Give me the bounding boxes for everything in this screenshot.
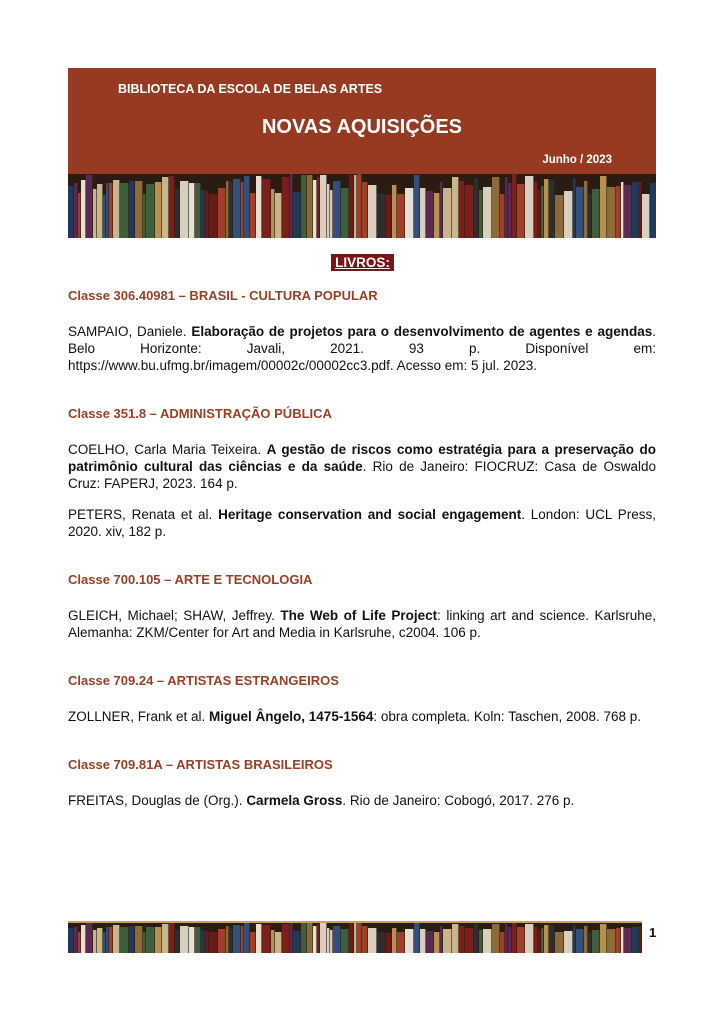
book-spine <box>143 194 145 238</box>
class-heading: Classe 709.24 – ARTISTAS ESTRANGEIROS <box>68 673 339 688</box>
book-spine <box>483 187 491 238</box>
entry-publication: . Rio de Janeiro: Cobogó, 2017. 276 p. <box>342 793 575 808</box>
class-heading: Classe 306.40981 – BRASIL - CULTURA POPULAR <box>68 288 378 303</box>
book-spine <box>175 189 179 238</box>
book-spine <box>354 175 356 238</box>
book-spine <box>392 185 396 238</box>
book-spine <box>74 927 77 953</box>
book-spine <box>600 176 606 238</box>
book-spine <box>573 178 575 238</box>
book-spine <box>576 929 583 953</box>
book-spine <box>414 923 419 953</box>
book-spine <box>327 928 329 953</box>
class-heading: Classe 700.105 – ARTE E TECNOLOGIA <box>68 572 313 587</box>
book-entry <box>68 323 656 374</box>
book-spine <box>588 194 591 238</box>
book-spine <box>564 191 572 238</box>
book-spine <box>250 193 255 238</box>
book-spine <box>377 932 379 953</box>
entry-author: ZOLLNER, Frank et al. <box>68 709 210 724</box>
book-spine <box>377 194 379 238</box>
entry-author: COELHO, Carla Maria Teixeira. <box>68 442 267 457</box>
book-spine <box>465 928 473 953</box>
book-spine <box>81 180 85 238</box>
book-spine <box>307 175 312 238</box>
book-spine <box>330 930 332 953</box>
book-spine <box>146 184 154 238</box>
book-spine <box>143 932 145 953</box>
book-spine <box>201 930 204 953</box>
book-spine <box>169 923 174 953</box>
entry-publication: . Belo Horizonte: Javali, 2021. 93 p. Disponível em: https://www.bu.ufmg.br/imagem/00002c/00002cc3.pdf. Acesso em: 5 jul. 2023. <box>68 324 656 373</box>
book-spine <box>434 193 439 238</box>
book-spine <box>97 928 102 953</box>
book-spine <box>175 930 179 953</box>
footer-bookshelf-image <box>68 921 642 953</box>
entry-title: Heritage conservation and social engagement <box>218 507 522 522</box>
book-spine <box>426 191 433 238</box>
book-spine <box>241 182 243 238</box>
book-spine <box>180 926 188 953</box>
book-spine <box>256 176 261 238</box>
book-spine <box>290 923 292 953</box>
book-spine <box>120 183 128 238</box>
book-spine <box>538 930 540 953</box>
book-spine <box>162 177 168 238</box>
book-spine <box>293 931 300 953</box>
book-spine <box>588 932 591 953</box>
book-spine <box>541 186 543 238</box>
book-spine <box>146 927 154 953</box>
book-spine <box>420 188 425 238</box>
book-spine <box>538 190 540 238</box>
book-spine <box>349 175 353 238</box>
book-entry <box>68 506 656 540</box>
book-spine <box>341 929 348 953</box>
book-spine <box>317 924 319 953</box>
book-spine <box>500 932 504 953</box>
book-spine <box>362 182 367 238</box>
book-spine <box>368 928 376 953</box>
book-spine <box>443 929 451 953</box>
book-spine <box>549 179 554 238</box>
book-spine <box>534 927 537 953</box>
book-spine <box>244 176 249 238</box>
book-spine <box>368 185 376 238</box>
entry-title: Carmela Gross <box>246 793 343 808</box>
book-spine <box>120 927 128 953</box>
book-spine <box>607 187 615 238</box>
book-spine <box>508 183 511 238</box>
book-spine <box>474 924 478 953</box>
book-spine <box>301 923 306 953</box>
class-heading: Classe 709.81A – ARTISTAS BRASILEIROS <box>68 757 333 772</box>
entry-title: Elaboração de projetos para o desenvolvimento de agentes e agendas <box>191 324 653 339</box>
book-spine <box>135 926 142 953</box>
book-spine <box>241 926 243 953</box>
book-spine <box>392 928 396 953</box>
book-spine <box>250 932 255 953</box>
entry-publication: : linking art and science. Karlsruhe, Alemanha: ZKM/Center for Art and Media in Karlsruhe, c2004. 106 p. <box>68 608 657 640</box>
page-number: 1 <box>649 925 657 940</box>
book-spine <box>534 182 537 238</box>
book-spine <box>162 924 168 953</box>
book-spine <box>386 195 391 238</box>
book-spine <box>290 174 292 238</box>
book-spine <box>205 191 208 238</box>
book-entry <box>68 607 656 641</box>
entry-title: Miguel Ângelo, 1475-1564 <box>209 709 374 724</box>
book-spine <box>405 929 413 953</box>
book-spine <box>262 925 270 953</box>
book-spine <box>607 929 615 953</box>
entry-author: GLEICH, Michael; SHAW, Jeffrey. <box>68 608 281 623</box>
book-spine <box>483 929 491 953</box>
book-spine <box>642 194 649 238</box>
book-spine <box>106 927 108 953</box>
book-spine <box>313 926 316 953</box>
book-spine <box>440 182 442 238</box>
header-banner <box>68 68 656 238</box>
book-spine <box>354 923 356 953</box>
book-spine <box>78 193 80 238</box>
book-spine <box>414 175 419 238</box>
book-spine <box>380 932 385 953</box>
book-spine <box>109 927 112 953</box>
book-spine <box>81 925 85 953</box>
book-spine <box>313 180 316 238</box>
book-spine <box>226 181 228 238</box>
book-spine <box>233 925 240 953</box>
book-spine <box>362 926 367 953</box>
book-spine <box>189 183 194 238</box>
book-spine <box>68 928 73 953</box>
book-spine <box>452 924 458 953</box>
book-spine <box>68 186 73 238</box>
book-spine <box>555 195 563 238</box>
book-spine <box>380 194 385 238</box>
book-spine <box>517 927 524 953</box>
issue-date: Junho / 2023 <box>542 154 612 166</box>
book-spine <box>624 928 631 953</box>
book-spine <box>103 932 105 953</box>
book-spine <box>229 182 232 238</box>
book-spine <box>492 177 499 238</box>
book-spine <box>525 176 533 238</box>
book-spine <box>155 182 161 238</box>
book-spine <box>505 924 507 953</box>
book-spine <box>616 186 620 238</box>
book-spine <box>452 177 458 238</box>
entry-title: A gestão de riscos como estratégia para a preservação do patrimônio cultural das ciências e da saúde <box>68 442 656 474</box>
book-spine <box>97 184 102 238</box>
entry-author: PETERS, Renata et al. <box>68 507 219 522</box>
entry-title: The Web of Life Project <box>280 608 438 623</box>
book-entry <box>68 708 656 725</box>
book-spine <box>397 194 404 238</box>
book-spine <box>592 930 599 953</box>
book-spine <box>517 184 524 238</box>
book-spine <box>333 181 340 238</box>
book-spine <box>109 183 112 238</box>
book-spine <box>129 926 134 953</box>
book-spine <box>103 195 105 238</box>
book-spine <box>256 924 261 953</box>
book-spine <box>434 932 439 953</box>
book-spine <box>386 933 391 953</box>
book-spine <box>621 927 623 953</box>
book-spine <box>426 931 433 953</box>
book-spine <box>293 192 300 238</box>
book-spine <box>282 924 289 953</box>
book-spine <box>226 926 228 953</box>
book-spine <box>443 188 451 238</box>
book-spine <box>233 179 240 238</box>
book-spine <box>576 187 583 238</box>
book-spine <box>330 190 332 238</box>
book-entry <box>68 441 656 492</box>
book-spine <box>209 932 217 953</box>
book-spine <box>93 930 96 953</box>
book-spine <box>327 184 329 238</box>
entry-author: FREITAS, Douglas de (Org.). <box>68 793 247 808</box>
book-spine <box>500 194 504 238</box>
book-spine <box>113 925 119 953</box>
book-spine <box>93 189 96 238</box>
book-spine <box>135 181 142 238</box>
book-spine <box>209 194 217 238</box>
book-spine <box>282 177 289 238</box>
book-spine <box>549 925 554 953</box>
book-spine <box>544 925 548 953</box>
book-spine <box>525 924 533 953</box>
page-title: NOVAS AQUISIÇÕES <box>261 116 463 138</box>
book-spine <box>459 926 464 953</box>
book-spine <box>320 175 326 238</box>
institution-name: BIBLIOTECA DA ESCOLA DE BELAS ARTES <box>118 82 383 96</box>
class-heading: Classe 351.8 – ADMINISTRAÇÃO PÚBLICA <box>68 406 332 421</box>
section-label-text: LIVROS: <box>331 254 394 271</box>
book-entry <box>68 792 656 809</box>
bookshelf-image <box>68 174 656 238</box>
book-spine <box>78 932 80 953</box>
book-spine <box>420 929 425 953</box>
book-spine <box>512 174 516 238</box>
book-spine <box>541 928 543 953</box>
book-spine <box>624 185 631 238</box>
book-spine <box>512 923 516 953</box>
acquisitions-list <box>68 288 656 809</box>
book-spine <box>341 188 348 238</box>
book-spine <box>555 932 563 953</box>
book-spine <box>301 175 306 238</box>
book-spine <box>479 190 482 238</box>
book-spine <box>465 185 473 238</box>
book-spine <box>195 183 200 238</box>
book-spine <box>479 930 482 953</box>
entry-publication: . Rio de Janeiro: FIOCRUZ: Casa de Oswaldo Cruz: FAPERJ, 2023. 164 p. <box>68 459 657 491</box>
book-spine <box>474 178 478 238</box>
entry-publication: . London: UCL Press, 2020. xiv, 182 p. <box>68 507 656 539</box>
book-spine <box>189 927 194 953</box>
book-spine <box>205 931 208 953</box>
book-spine <box>584 926 587 953</box>
book-spine <box>271 930 274 953</box>
book-spine <box>405 188 413 238</box>
book-spine <box>86 175 92 238</box>
book-spine <box>357 174 361 238</box>
book-spine <box>262 179 270 238</box>
book-spine <box>320 923 326 953</box>
book-spine <box>307 923 312 953</box>
book-spine <box>584 181 587 238</box>
book-spine <box>229 927 232 953</box>
book-spine <box>349 923 353 953</box>
book-spine <box>275 932 281 953</box>
book-spine <box>155 927 161 953</box>
entry-publication: : obra completa. Koln: Taschen, 2008. 768 p. <box>373 709 642 724</box>
book-spine <box>244 923 249 953</box>
entry-author: SAMPAIO, Daniele. <box>68 324 192 339</box>
book-spine <box>459 181 464 238</box>
book-spine <box>113 180 119 238</box>
book-spine <box>492 924 499 953</box>
book-spine <box>86 923 92 953</box>
book-spine <box>544 179 548 238</box>
book-spine <box>564 931 572 953</box>
book-spine <box>632 182 638 238</box>
book-spine <box>74 183 77 238</box>
book-spine <box>195 927 200 953</box>
book-spine <box>275 193 281 238</box>
book-spine <box>632 927 638 953</box>
book-spine <box>440 926 442 953</box>
book-spine <box>180 181 188 238</box>
book-spine <box>357 923 361 953</box>
book-spine <box>508 927 511 953</box>
book-spine <box>201 190 204 238</box>
book-spine <box>600 924 606 953</box>
book-spine <box>592 189 599 238</box>
section-label <box>0 254 725 272</box>
book-spine <box>271 189 274 238</box>
book-spine <box>639 926 641 953</box>
book-spine <box>650 183 656 238</box>
book-spine <box>129 181 134 238</box>
book-spine <box>106 183 108 238</box>
book-spine <box>505 177 507 238</box>
book-spine <box>397 932 404 953</box>
book-spine <box>218 929 225 953</box>
book-spine <box>333 926 340 953</box>
book-spine <box>616 928 620 953</box>
book-spine <box>573 925 575 953</box>
book-spine <box>639 182 641 238</box>
book-spine <box>218 188 225 238</box>
book-spine <box>317 177 319 238</box>
book-spine <box>169 176 174 238</box>
book-spine <box>621 182 623 238</box>
